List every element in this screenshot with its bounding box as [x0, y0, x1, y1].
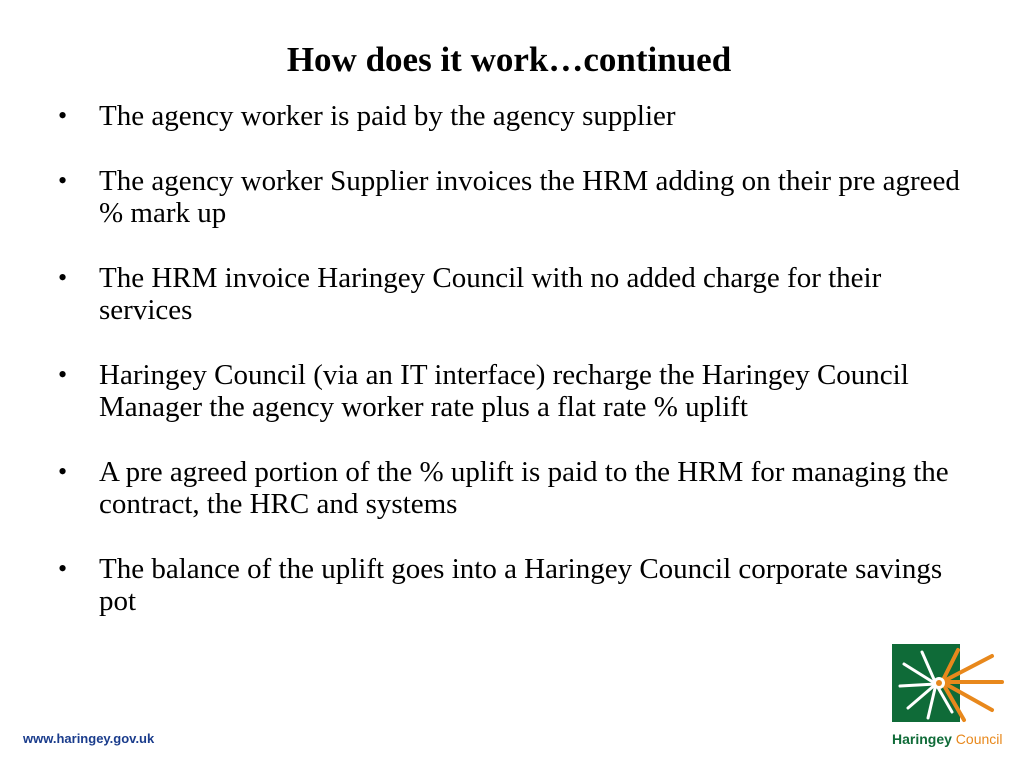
bullet-icon: •	[58, 166, 68, 195]
bullet-icon: •	[58, 457, 68, 486]
bullet-item	[56, 100, 966, 132]
bullet-icon: •	[58, 263, 68, 292]
logo-word-council: Council	[951, 731, 1003, 747]
logo-word-haringey: Haringey	[892, 731, 952, 747]
bullet-icon: •	[58, 360, 68, 389]
bullet-list	[56, 100, 966, 650]
bullet-item	[56, 359, 966, 423]
footer-url[interactable]: www.haringey.gov.uk	[23, 731, 155, 746]
slide-title: How does it work…continued	[286, 40, 732, 79]
bullet-item	[56, 456, 966, 520]
haringey-council-logo	[892, 642, 1004, 750]
bullet-item	[56, 553, 966, 617]
bullet-icon: •	[58, 554, 68, 583]
logo-wordmark	[892, 730, 1004, 748]
bullet-text: The HRM invoice Haringey Council with no added charge for their services	[99, 262, 882, 326]
bullet-text: A pre agreed portion of the % uplift is paid to the HRM for managing the contract, the HRC and systems	[99, 456, 949, 520]
bullet-text: The agency worker is paid by the agency supplier	[99, 100, 676, 132]
bullet-item	[56, 165, 966, 229]
bullet-text: The balance of the uplift goes into a Haringey Council corporate savings pot	[99, 553, 943, 617]
bullet-text: Haringey Council (via an IT interface) recharge the Haringey Council Manager the agency worker rate plus a flat rate % uplift	[99, 359, 909, 423]
bullet-icon: •	[58, 101, 68, 130]
bullet-item	[56, 262, 966, 326]
starburst-logo-icon	[892, 642, 1004, 724]
bullet-text: The agency worker Supplier invoices the HRM adding on their pre agreed % mark up	[99, 165, 960, 229]
